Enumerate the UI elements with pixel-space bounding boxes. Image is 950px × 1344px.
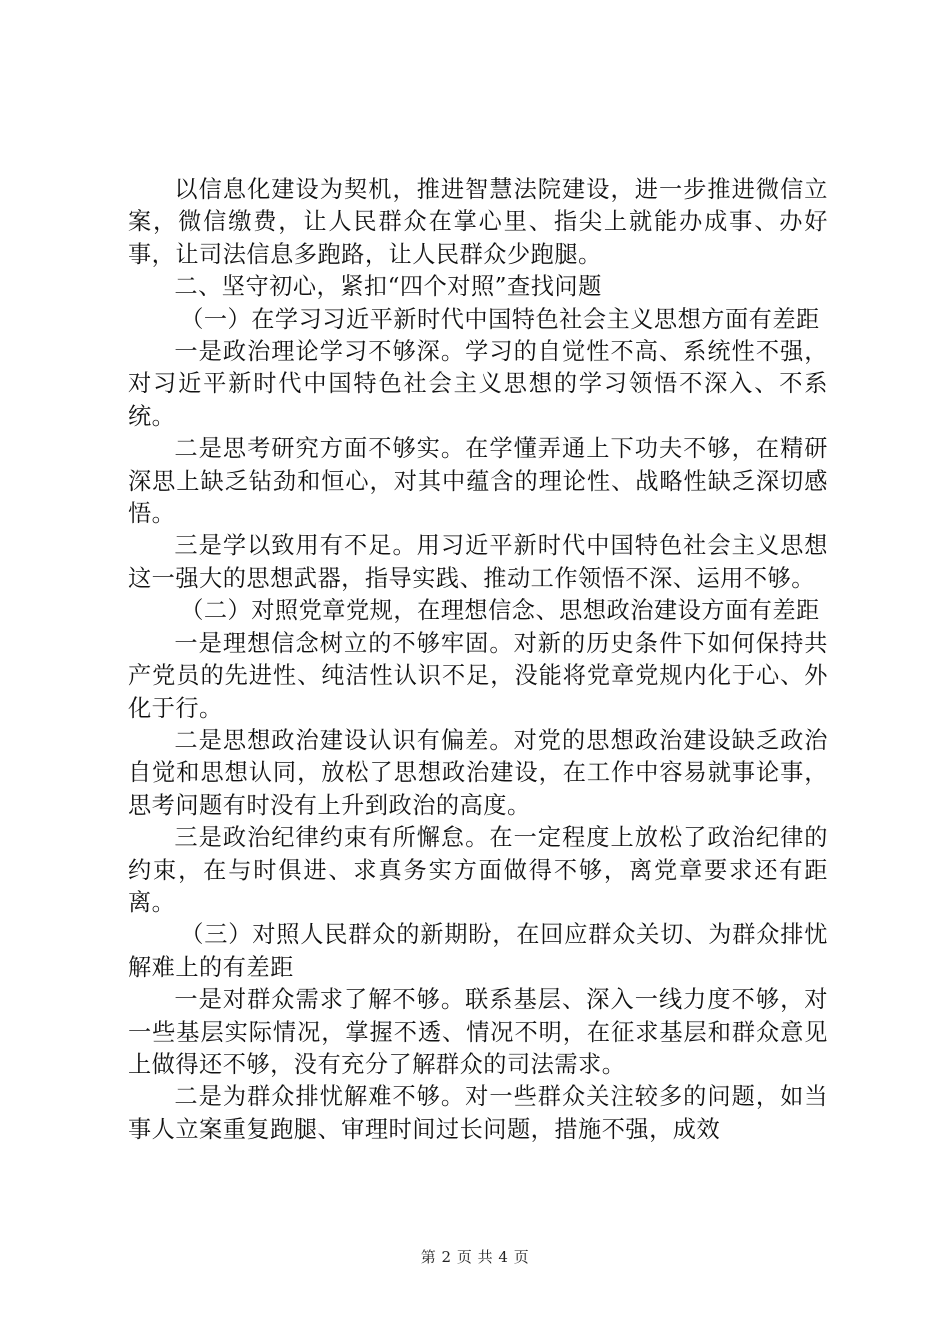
page-number-footer: 第 2 页 共 4 页 <box>420 1248 530 1266</box>
paragraph-item: 一是政治理论学习不够深。学习的自觉性不高、系统性不强，对习近平新时代中国特色社会主义思想的学习领悟不深入、不系统。 <box>128 338 828 430</box>
paragraph-item: 二是思想政治建设认识有偏差。对党的思想政治建设缺乏政治自觉和思想认同，放松了思想政治建设，在工作中容易就事论事，思考问题有时没有上升到政治的高度。 <box>128 726 828 819</box>
document-body <box>128 174 828 1146</box>
paragraph-item: 三是学以致用有不足。用习近平新时代中国特色社会主义思想这一强大的思想武器，指导实践、推动工作领悟不深、运用不够。 <box>128 532 828 592</box>
subsection-heading-one: （一）在学习习近平新时代中国特色社会主义思想方面有差距 <box>180 305 820 333</box>
section-heading-two: 二、坚守初心，紧扣“四个对照”查找问题 <box>174 273 602 301</box>
paragraph-item: 三是政治纪律约束有所懈怠。在一定程度上放松了政治纪律的约束，在与时俱进、求真务实方面做得不够，离党章要求还有距离。 <box>128 824 828 916</box>
subsection-heading-two: （二）对照党章党规，在理想信念、思想政治建设方面有差距 <box>180 597 820 625</box>
subsection-heading-three: （三）对照人民群众的新期盼，在回应群众关切、为群众排忧解难上的有差距 <box>128 921 828 981</box>
paragraph-item: 一是对群众需求了解不够。联系基层、深入一线力度不够，对一些基层实际情况，掌握不透、情况不明，在征求基层和群众意见上做得还不够，没有充分了解群众的司法需求。 <box>128 986 828 1078</box>
paragraph-item: 一是理想信念树立的不够牢固。对新的历史条件下如何保持共产党员的先进性、纯洁性认识不足，没能将党章党规内化于心、外化于行。 <box>128 629 828 722</box>
paragraph-item: 二是思考研究方面不够实。在学懂弄通上下功夫不够，在精研深思上缺乏钻劲和恒心，对其中蕴含的理论性、战略性缺乏深切感悟。 <box>128 435 828 528</box>
paragraph-item: 二是为群众排忧解难不够。对一些群众关注较多的问题，如当事人立案重复跑腿、审理时间过长问题，措施不强，成效 <box>128 1083 828 1143</box>
paragraph-informatization: 以信息化建设为契机，推进智慧法院建设，进一步推进微信立案，微信缴费，让人民群众在掌心里、指尖上就能办成事、办好事，让司法信息多跑路，让人民群众少跑腿。 <box>128 176 828 268</box>
